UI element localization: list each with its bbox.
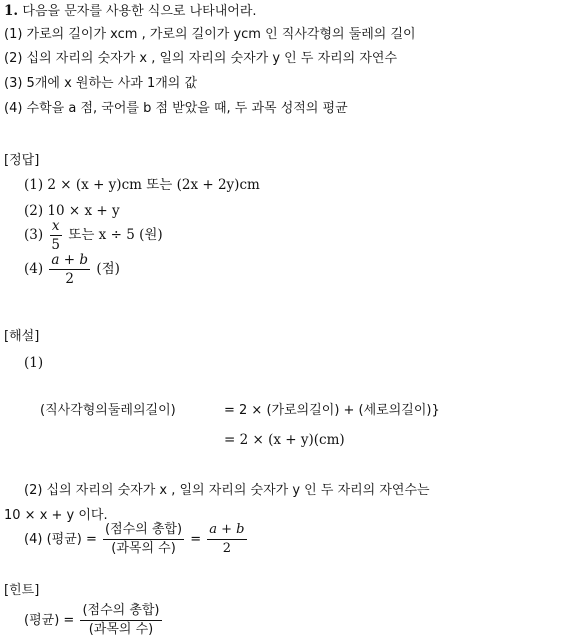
- answer-4-label: (4): [24, 261, 44, 277]
- explanation-eq1-left: (직사각형의둘레의길이): [40, 403, 176, 418]
- explanation-4-numerator-2: a + b: [207, 522, 246, 540]
- hint-average: (평균) =: [24, 613, 75, 628]
- hint-numerator: (점수의 총합): [80, 603, 161, 621]
- answer-3-denominator: 5: [51, 237, 61, 253]
- answer-4: [24, 252, 120, 287]
- answer-3-label: (3): [24, 227, 44, 243]
- answer-4-denominator: 2: [65, 271, 75, 287]
- problem-heading: [4, 2, 257, 21]
- explanation-4-fraction: [103, 522, 184, 557]
- answer-header: [정답]: [4, 153, 40, 168]
- problem-item-3: (3) 5개에 x 원하는 사과 1개의 값: [4, 76, 198, 91]
- problem-item-4: (4) 수학을 a 점, 국어를 b 점 받았을 때, 두 과목 성적의 평균: [4, 101, 348, 116]
- explanation-eq1-right: = 2 × (가로의길이) + (세로의길이)}: [224, 403, 440, 418]
- answer-4-rest: (점): [96, 261, 120, 277]
- hint-formula: [24, 603, 164, 638]
- explanation-header: [해설]: [4, 329, 40, 344]
- explanation-4: [24, 522, 249, 557]
- answer-4-fraction: [49, 252, 90, 287]
- answer-3-numerator: x: [51, 218, 60, 234]
- explanation-eq2-right: = 2 × (x + y)(cm): [224, 432, 345, 448]
- answer-3-rest: 또는 x ÷ 5 (원): [68, 227, 163, 243]
- explanation-2-line1: (2) 십의 자리의 숫자가 x , 일의 자리의 숫자가 y 인 두 자리의 자연수는: [24, 483, 430, 498]
- answer-1: (1) 2 × (x + y)cm 또는 (2x + 2y)cm: [24, 177, 260, 193]
- explanation-4-denominator: (과목의 수): [111, 541, 176, 556]
- explanation-2-line2: 10 × x + y 이다.: [4, 508, 108, 523]
- answer-4-numerator: a + b: [51, 252, 89, 268]
- explanation-4-numerator: (점수의 총합): [103, 522, 184, 540]
- hint-denominator: (과목의 수): [88, 622, 154, 637]
- problem-number: 1.: [4, 3, 19, 19]
- explanation-4-average: (평균) =: [46, 532, 97, 547]
- explanation-4-denominator-2: 2: [222, 541, 232, 556]
- answer-3: [24, 218, 163, 253]
- problem-item-1: (1) 가로의 길이가 xcm , 가로의 길이가 ycm 인 직사각형의 둘레의 길이: [4, 27, 416, 42]
- answer-3-fraction: [49, 218, 62, 253]
- explanation-1-label: (1): [24, 355, 44, 371]
- problem-instruction: 다음을 문자를 사용한 식으로 나타내어라.: [22, 4, 257, 19]
- explanation-4-equals: =: [190, 532, 202, 547]
- answer-2: (2) 10 × x + y: [24, 203, 120, 219]
- hint-header: [힌트]: [4, 583, 40, 598]
- hint-fraction: [80, 603, 161, 638]
- explanation-4-label: (4): [24, 532, 43, 547]
- problem-item-2: (2) 십의 자리의 숫자가 x , 일의 자리의 숫자가 y 인 두 자리의 자연수: [4, 51, 398, 66]
- explanation-4-fraction-2: [207, 522, 246, 557]
